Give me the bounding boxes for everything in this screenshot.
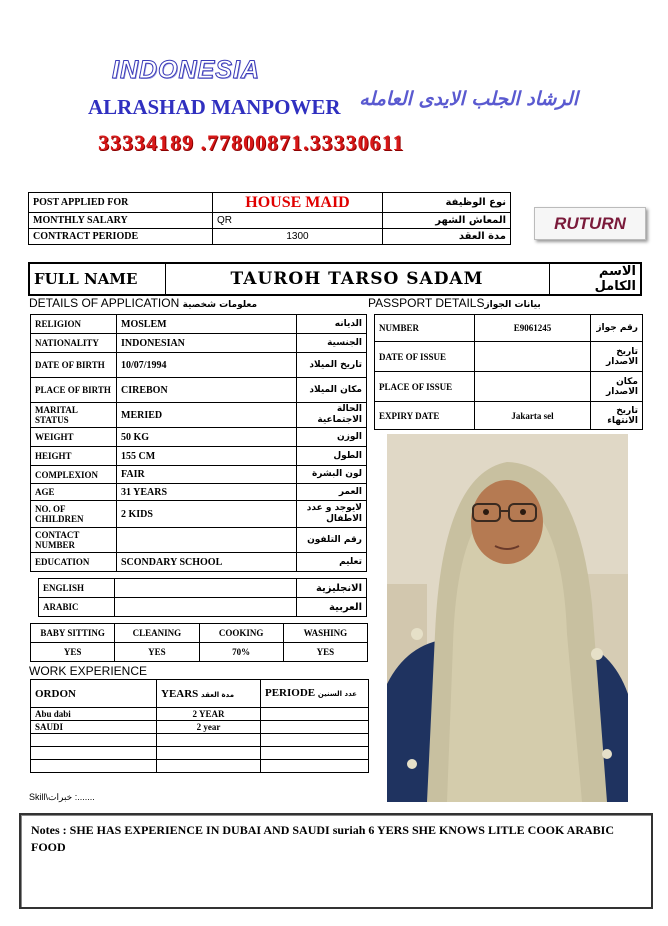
return-button-label: RUTURN: [554, 213, 626, 233]
return-button[interactable]: [534, 207, 646, 240]
post-value: HOUSE MAID: [213, 193, 383, 213]
application-row-label-ar: الجنسية: [297, 334, 367, 353]
salary-label-ar: المعاش الشهر: [383, 213, 511, 229]
contract-value: 1300: [213, 229, 383, 245]
language-label: ARABIC: [39, 598, 115, 617]
language-label-ar: العربية: [297, 598, 367, 617]
skills-table: [30, 623, 368, 662]
salary-value: QR: [213, 213, 383, 229]
language-label-ar: الانجليزية: [297, 579, 367, 598]
application-row-label-ar: لايوجد و عدد الاطفال: [297, 501, 367, 528]
application-row: [31, 378, 367, 403]
passport-row: [375, 342, 643, 372]
work-row-years: [157, 760, 261, 773]
passport-row-value: E9061245: [475, 315, 591, 342]
languages-table: [38, 578, 367, 617]
passport-row-label: PLACE OF ISSUE: [375, 372, 475, 402]
work-col-years-ar: مدة العقد: [201, 690, 235, 699]
application-row-label-ar: رقم التلفون: [297, 528, 367, 553]
application-row-label-ar: مكان الميلاد: [297, 378, 367, 403]
passport-row-value: [475, 372, 591, 402]
work-row-period: [261, 760, 369, 773]
application-row-value: CIREBON: [117, 378, 297, 403]
application-row: [31, 334, 367, 353]
application-row-label-ar: الحالة الاجتماعية: [297, 403, 367, 428]
application-row-label: NATIONALITY: [31, 334, 117, 353]
passport-row-label-ar: تاريخ الانتهاء: [591, 402, 643, 430]
passport-row-label-ar: مكان الاصدار: [591, 372, 643, 402]
skill-header: WASHING: [283, 624, 367, 643]
passport-row: [375, 372, 643, 402]
work-row-country: SAUDI: [31, 721, 157, 734]
work-row: [31, 747, 369, 760]
application-row-value: MOSLEM: [117, 315, 297, 334]
passport-section-title: [368, 296, 541, 310]
application-table: [30, 314, 367, 572]
application-row-value: INDONESIAN: [117, 334, 297, 353]
work-row-period: [261, 734, 369, 747]
passport-row-value: Jakarta sel: [475, 402, 591, 430]
application-row-value: [117, 528, 297, 553]
application-row-label: WEIGHT: [31, 428, 117, 447]
passport-title-ar: بيانات الجواز: [484, 300, 541, 310]
work-row-period: [261, 708, 369, 721]
work-col-period-en: PERIODE: [265, 686, 316, 699]
work-row-period: [261, 747, 369, 760]
work-row: [31, 760, 369, 773]
application-row: [31, 553, 367, 572]
passport-title-en: PASSPORT DETAILS: [368, 296, 485, 310]
work-row-country: [31, 734, 157, 747]
work-row: [31, 708, 369, 721]
application-row-value: 31 YEARS: [117, 484, 297, 501]
language-value: [115, 579, 297, 598]
passport-table: [374, 314, 643, 430]
application-row: [31, 447, 367, 466]
application-section-title: [29, 296, 257, 310]
application-row-label: HEIGHT: [31, 447, 117, 466]
work-col-years: [157, 680, 261, 708]
work-row-years: 2 year: [157, 721, 261, 734]
full-name-label-ar: الاسم الكامل: [549, 263, 641, 295]
application-row-label: RELIGION: [31, 315, 117, 334]
passport-row-label-ar: رقم جواز: [591, 315, 643, 342]
passport-row-label: EXPIRY DATE: [375, 402, 475, 430]
work-experience-title: WORK EXPERIENCE: [29, 664, 148, 678]
application-row-label-ar: العمر: [297, 484, 367, 501]
language-label: ENGLISH: [39, 579, 115, 598]
notes-text: Notes : SHE HAS EXPERIENCE IN DUBAI AND SAUDI suriah 6 YERS SHE KNOWS LITLE COOK ARABIC FOOD: [31, 823, 614, 854]
passport-row: [375, 315, 643, 342]
application-row: [31, 501, 367, 528]
application-row-label-ar: تاريخ الميلاد: [297, 353, 367, 378]
application-row-label: CONTACT NUMBER: [31, 528, 117, 553]
work-col-period-ar: عدد السنين: [317, 689, 357, 698]
work-col-country: ORDON: [31, 680, 157, 708]
application-row-label-ar: الديانه: [297, 315, 367, 334]
work-row: [31, 721, 369, 734]
application-row-label-ar: تعليم: [297, 553, 367, 572]
language-row: [39, 598, 367, 617]
application-row-label: EDUCATION: [31, 553, 117, 572]
skill-header: COOKING: [199, 624, 283, 643]
passport-row-label: NUMBER: [375, 315, 475, 342]
work-row-years: [157, 747, 261, 760]
work-row-years: 2 YEAR: [157, 708, 261, 721]
application-row-value: FAIR: [117, 466, 297, 484]
contract-label: CONTRACT PERIODE: [29, 229, 213, 245]
passport-row-label-ar: تاريخ الاصدار: [591, 342, 643, 372]
skill-header: CLEANING: [115, 624, 199, 643]
work-col-years-en: YEARS: [161, 687, 199, 700]
full-name-table: [28, 262, 642, 296]
country-logo-text: INDONESIA: [112, 56, 260, 84]
application-row: [31, 403, 367, 428]
full-name-value: TAUROH TARSO SADAM: [165, 263, 549, 295]
application-title-ar: معلومات شخصية: [182, 300, 258, 310]
skill-value: YES: [283, 643, 367, 662]
skill-line: Skill\خبرات :.......: [29, 792, 95, 802]
application-row-label: PLACE OF BIRTH: [31, 378, 117, 403]
work-col-period: [261, 680, 369, 708]
company-name-english: ALRASHAD MANPOWER: [88, 95, 341, 119]
passport-row-value: [475, 342, 591, 372]
application-row: [31, 353, 367, 378]
application-row: [31, 428, 367, 447]
work-row-years: [157, 734, 261, 747]
application-row: [31, 484, 367, 501]
work-experience-table: [30, 679, 369, 773]
application-row-value: 50 KG: [117, 428, 297, 447]
company-name-arabic: الرشاد الجلب الايدى العامله: [359, 88, 578, 110]
application-row: [31, 466, 367, 484]
application-row: [31, 528, 367, 553]
application-row-value: SCONDARY SCHOOL: [117, 553, 297, 572]
skill-value: YES: [31, 643, 115, 662]
work-row-country: Abu dabi: [31, 708, 157, 721]
application-row-value: 2 KIDS: [117, 501, 297, 528]
language-row: [39, 579, 367, 598]
full-name-label: FULL NAME: [29, 263, 165, 295]
application-row-value: 155 CM: [117, 447, 297, 466]
application-row-label: MARITAL STATUS: [31, 403, 117, 428]
applicant-photo-illustration: [387, 434, 628, 802]
phone-numbers: 33334189 .77800871.33330611: [98, 130, 405, 155]
post-table: [28, 192, 511, 245]
applicant-photo: [387, 434, 628, 802]
application-row-label: COMPLEXION: [31, 466, 117, 484]
application-row: [31, 315, 367, 334]
application-row-label: NO. OF CHILDREN: [31, 501, 117, 528]
application-row-label-ar: الطول: [297, 447, 367, 466]
post-label: POST APPLIED FOR: [29, 193, 213, 213]
work-row-country: [31, 747, 157, 760]
language-value: [115, 598, 297, 617]
skill-value: 70%: [199, 643, 283, 662]
salary-label: MONTHLY SALARY: [29, 213, 213, 229]
application-row-label-ar: لون البشرة: [297, 466, 367, 484]
work-row-period: [261, 721, 369, 734]
passport-row-label: DATE OF ISSUE: [375, 342, 475, 372]
application-row-label: AGE: [31, 484, 117, 501]
application-row-label: DATE OF BIRTH: [31, 353, 117, 378]
work-row-country: [31, 760, 157, 773]
post-label-ar: نوع الوظيفة: [383, 193, 511, 213]
application-row-label-ar: الوزن: [297, 428, 367, 447]
skill-value: YES: [115, 643, 199, 662]
skill-header: BABY SITTING: [31, 624, 115, 643]
work-row: [31, 734, 369, 747]
application-row-value: 10/07/1994: [117, 353, 297, 378]
notes-box: [19, 813, 653, 909]
passport-row: [375, 402, 643, 430]
contract-label-ar: مدة العقد: [383, 229, 511, 245]
application-title-en: DETAILS OF APPLICATION: [29, 296, 180, 310]
application-row-value: MERIED: [117, 403, 297, 428]
